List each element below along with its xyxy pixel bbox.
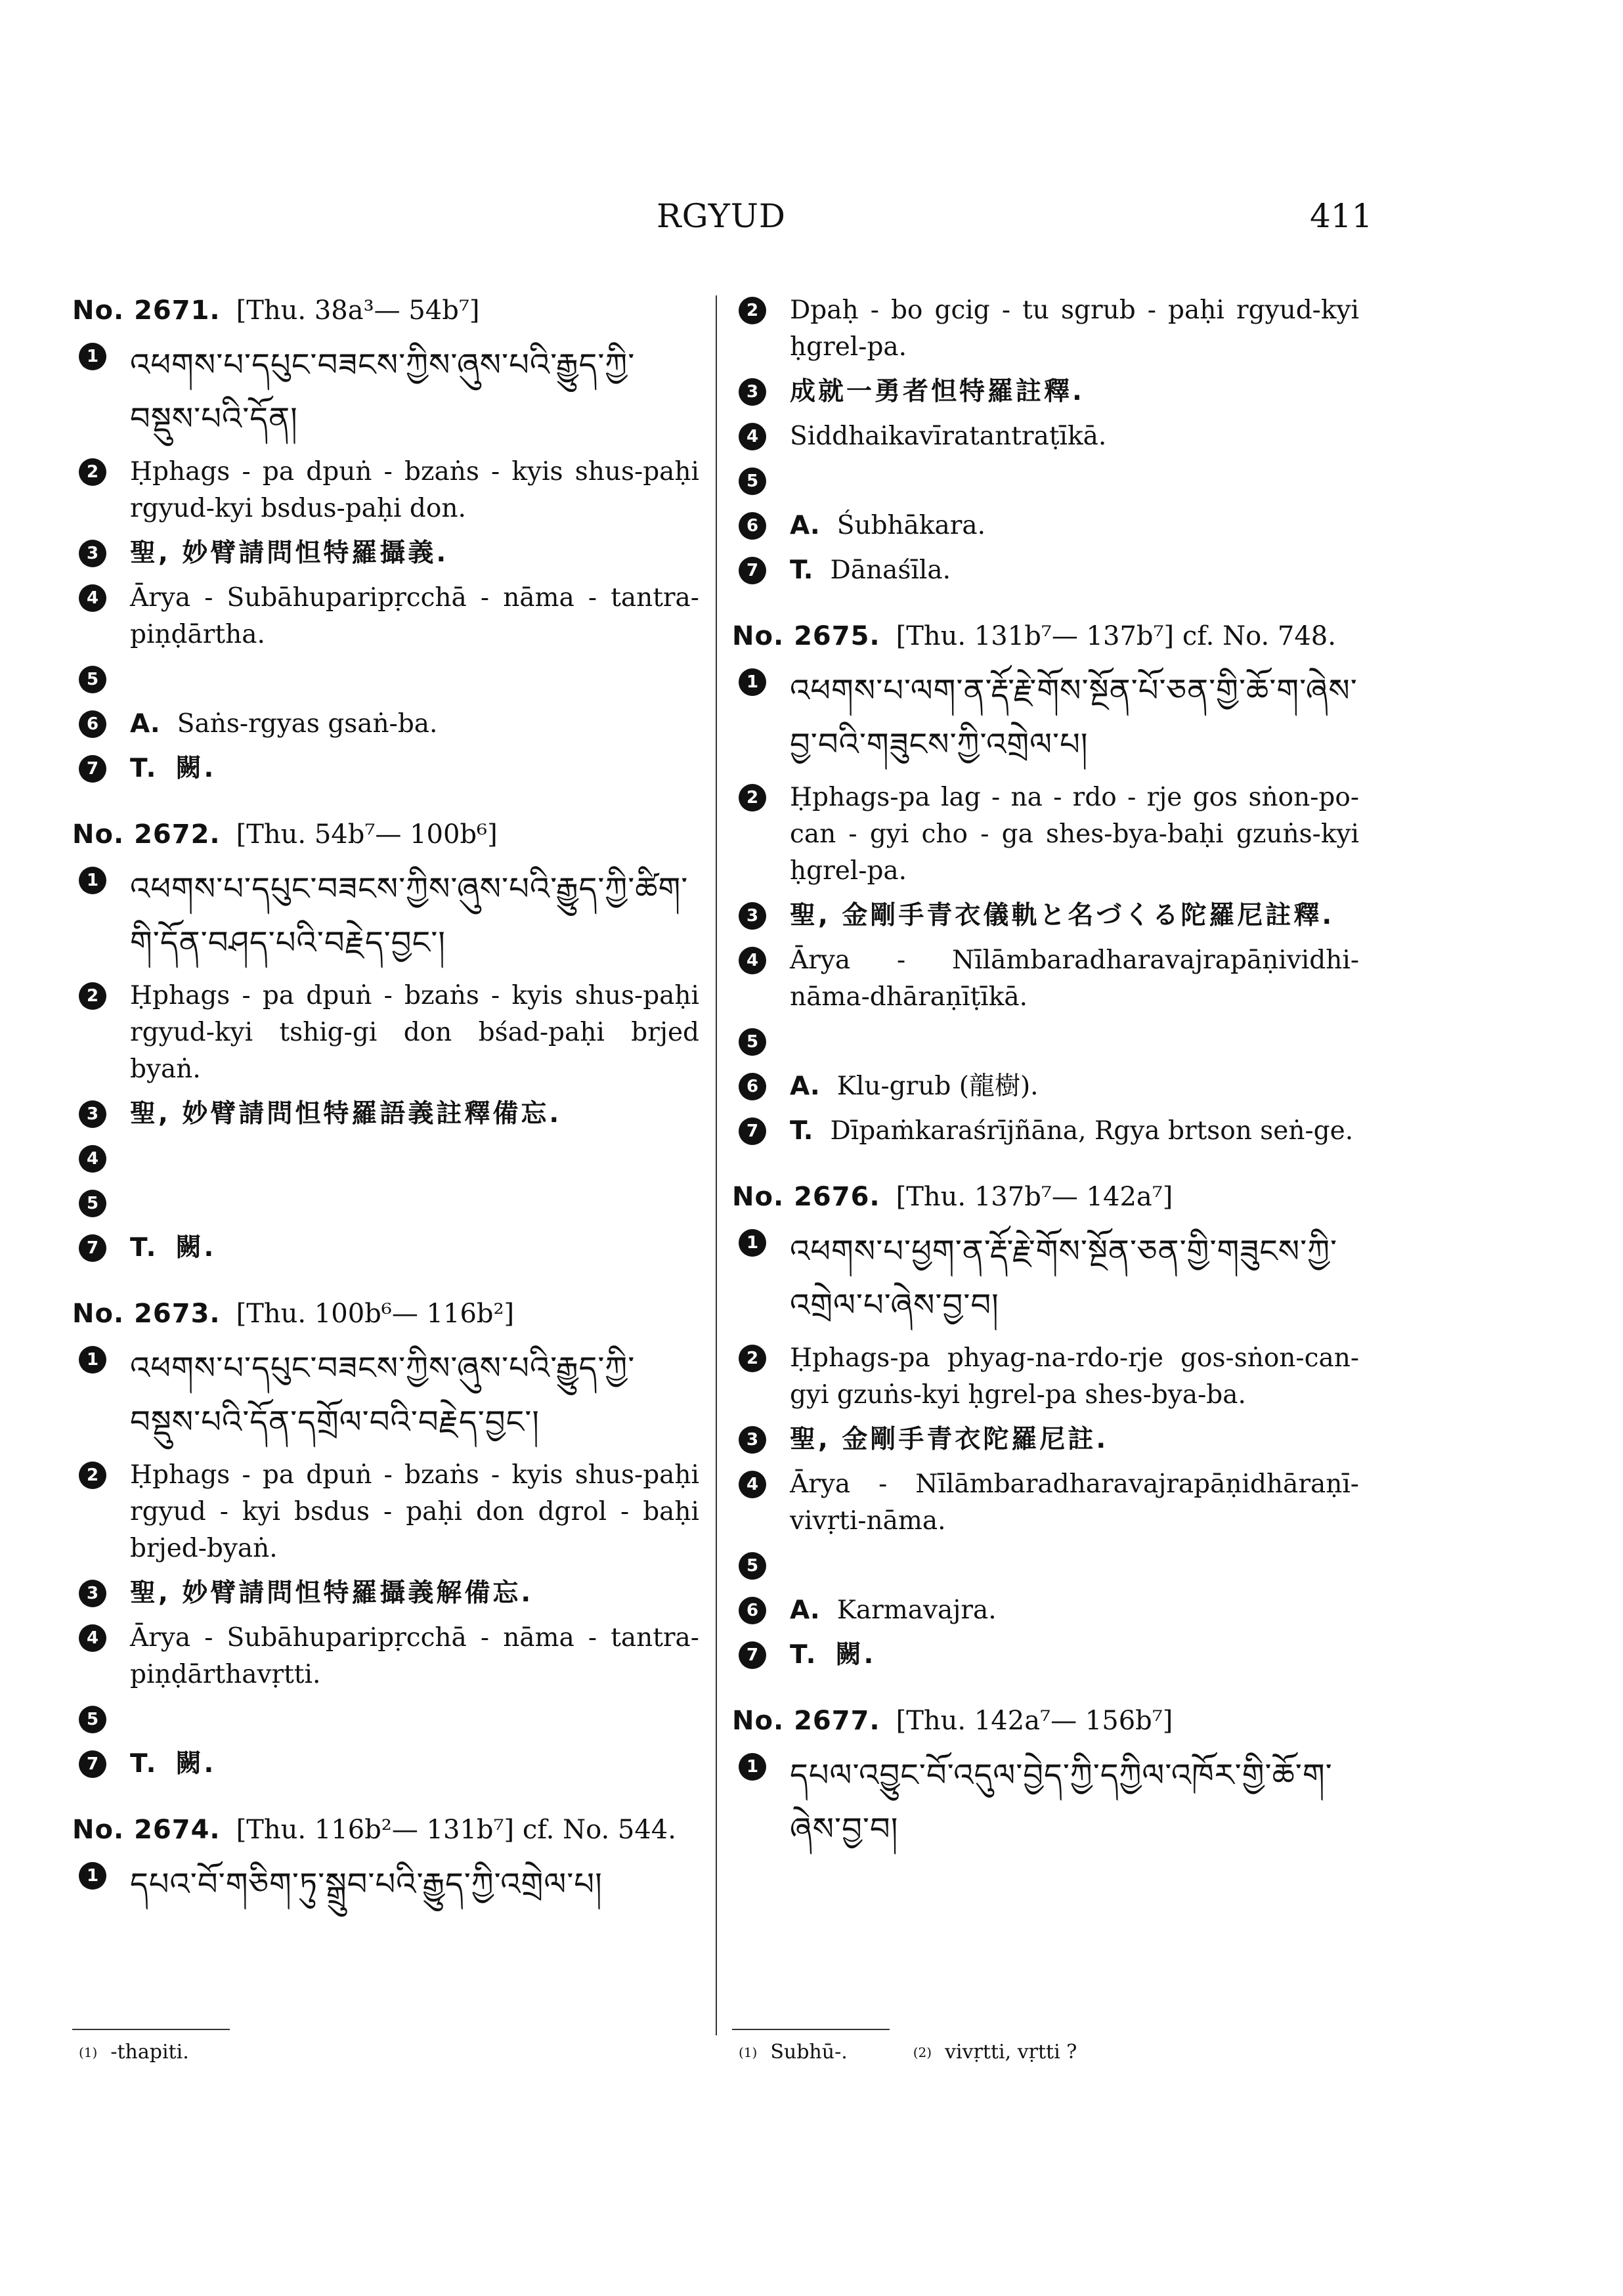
circled-number-icon: 6 [739, 512, 766, 540]
entry-line [72, 1140, 699, 1177]
circled-number-icon: 6 [79, 710, 106, 738]
entry-line-value: འཕགས་པ་དཔུང་བཟངས་ཀྱིས་ཞུས་པའི་རྒྱུད་ཀྱི་བསྡུས་པའི་དོན་དགྲོལ་བའི་བརྗེད་བྱང་། [130, 1350, 636, 1440]
entry-line-value: Siddhaikavīratantraṭīkā. [790, 422, 1107, 451]
entry-line-value: འཕགས་པ་དཔུང་བཟངས་ཀྱིས་ཞུས་པའི་རྒྱུད་ཀྱི་བསྡུས་པའི་དོན། [130, 347, 636, 437]
right-column [732, 292, 1359, 1885]
circled-number-icon: 4 [739, 947, 766, 974]
entry-line [732, 508, 1359, 544]
entry-line-text [790, 1340, 1359, 1414]
running-head [0, 197, 1623, 243]
footnote-text: Subhū-. [770, 2041, 848, 2064]
entry-line-text [790, 779, 1359, 890]
entry-reference: [Thu. 54b⁷— 100b⁶] [236, 819, 498, 850]
circled-number-icon: 7 [79, 1750, 106, 1778]
entry-line-text [790, 1748, 1359, 1856]
entry-line-value: Saṅs-rgyas gsaṅ-ba. [177, 709, 438, 739]
entry-line-text [130, 1857, 699, 1911]
entry-line [72, 1575, 699, 1612]
entry-line [732, 779, 1359, 890]
entry-line-text [790, 418, 1359, 455]
circled-number-icon: 2 [79, 982, 106, 1010]
footnotes-left [72, 2029, 699, 2066]
circled-number-icon: 1 [79, 1862, 106, 1890]
entry-line [72, 1620, 699, 1693]
entry-heading [72, 292, 699, 329]
entry-line-text [130, 661, 699, 698]
entry-line-value: 闕. [175, 754, 217, 783]
entry-line-value: Ārya - Subāhuparipṛcchā - nāma - tantra-piṇḍārthavṛtti. [130, 1623, 699, 1689]
entry-line [732, 292, 1359, 366]
entry-line-text [130, 1457, 699, 1567]
left-column [72, 292, 699, 1940]
entry-line-text [130, 1140, 699, 1177]
circled-number-icon: 7 [739, 1117, 766, 1145]
entry-line-text [790, 463, 1359, 500]
circled-number-icon: 3 [79, 1100, 106, 1128]
entry-line [72, 661, 699, 698]
entry-line [732, 1340, 1359, 1414]
entry-line-text [130, 1746, 699, 1783]
catalog-entry [72, 1811, 699, 1911]
entry-line [72, 1341, 699, 1449]
circled-number-icon: 2 [739, 784, 766, 812]
field-label: A. [790, 1072, 820, 1101]
entry-reference: [Thu. 38a³— 54b⁷] [236, 295, 480, 326]
entry-line [732, 1748, 1359, 1856]
entry-line-text [790, 374, 1359, 410]
entry-line-value: འཕགས་པ་དཔུང་བཟངས་ཀྱིས་ཞུས་པའི་རྒྱུད་ཀྱི་ཚིག་གི་དོན་བཤད་པའི་བརྗེད་བྱང་། [130, 871, 689, 961]
entry-reference: [Thu. 137b⁷— 142a⁷] [896, 1182, 1173, 1212]
entry-line [732, 463, 1359, 500]
catalog-entry [72, 816, 699, 1267]
entry-line [72, 706, 699, 743]
entry-line-value: Ḥphags-pa lag - na - rdo - rje gos sṅon-po-can - gyi cho - ga shes-bya-baḥi gzuṅs-kyi ḥgrel-pa. [790, 783, 1359, 886]
entry-line [72, 862, 699, 970]
footnote-rule [72, 2029, 230, 2030]
catalog-entry [732, 292, 1359, 589]
entry-line-value: 闕. [175, 1233, 217, 1263]
entry-heading [732, 618, 1359, 655]
entry-line-text [130, 1575, 699, 1612]
entry-line-value: Ḥphags - pa dpuṅ - bzaṅs - kyis shus-paḥi rgyud-kyi tshig-gi don bśad-paḥi brjed byaṅ. [130, 981, 699, 1084]
circled-number-icon: 6 [739, 1073, 766, 1100]
circled-number-icon: 1 [739, 1229, 766, 1257]
circled-number-icon: 2 [739, 297, 766, 324]
entry-line-text [130, 1230, 699, 1267]
entry-number: No. 2674. [72, 1815, 221, 1845]
circled-number-icon: 1 [79, 867, 106, 894]
entry-line [732, 418, 1359, 455]
entry-line-text [130, 1701, 699, 1738]
entry-line-text [790, 508, 1359, 544]
entry-line [732, 1224, 1359, 1332]
circled-number-icon: 6 [739, 1597, 766, 1624]
entry-line [732, 374, 1359, 410]
entry-line-text [790, 1068, 1359, 1105]
entry-line-value: 聖, 金剛手青衣儀軌と名づくる陀羅尼註釋. [790, 901, 1335, 930]
entry-line-text [130, 750, 699, 787]
entry-heading [732, 1702, 1359, 1739]
circled-number-icon: 5 [79, 1706, 106, 1733]
field-label: A. [790, 1595, 820, 1625]
circled-number-icon: 2 [79, 1462, 106, 1489]
entry-line [732, 1637, 1359, 1674]
entry-line-text [790, 1024, 1359, 1060]
entry-line-text [130, 580, 699, 653]
entry-line-value: 闕. [175, 1749, 217, 1779]
entry-line-value: 聖, 妙臂請問怛特羅攝義. [130, 538, 449, 568]
entry-number: No. 2676. [732, 1182, 880, 1212]
catalog-entry [732, 1702, 1359, 1856]
entry-reference: [Thu. 142a⁷— 156b⁷] [896, 1706, 1173, 1736]
entry-line-value: Dpaḥ - bo gcig - tu sgrub - paḥi rgyud-kyi ḥgrel-pa. [790, 295, 1359, 362]
entry-line [732, 1024, 1359, 1060]
field-label: T. [130, 1749, 159, 1779]
entry-line-text [790, 1592, 1359, 1629]
entry-line [732, 1548, 1359, 1584]
circled-number-icon: 4 [79, 1624, 106, 1652]
entry-line-value: Ārya - Nīlāmbaradharavajrapāṇidhāraṇī-vivṛti-nāma. [790, 1469, 1359, 1536]
circled-number-icon: 2 [739, 1345, 766, 1372]
entry-number: No. 2673. [72, 1299, 221, 1329]
circled-number-icon: 4 [79, 1145, 106, 1173]
circled-number-icon: 7 [79, 755, 106, 783]
entry-line [732, 1466, 1359, 1540]
entry-line-value: Karmavajra. [836, 1595, 997, 1625]
entry-line-text [130, 1620, 699, 1693]
entry-line [72, 1701, 699, 1738]
footnote-rule [732, 2029, 890, 2030]
circled-number-icon: 5 [79, 1190, 106, 1217]
entry-line-text [790, 1113, 1359, 1150]
circled-number-icon: 1 [739, 1753, 766, 1781]
entry-reference: [Thu. 100b⁶— 116b²] [236, 1299, 515, 1329]
entry-line-value: 聖, 妙臂請問怛特羅語義註釋備忘. [130, 1099, 562, 1129]
circled-number-icon: 7 [739, 557, 766, 584]
entry-line-value: Ārya - Subāhuparipṛcchā - nāma - tantra-piṇḍārtha. [130, 583, 699, 649]
entry-heading [72, 816, 699, 853]
entry-number: No. 2671. [72, 295, 221, 326]
entry-line-value: Śubhākara. [836, 511, 986, 540]
circled-number-icon: 7 [79, 1234, 106, 1262]
entry-line-text [130, 535, 699, 572]
entry-line-text [790, 1421, 1359, 1458]
field-label: T. [130, 1233, 159, 1263]
circled-number-icon: 3 [79, 540, 106, 567]
entry-line-text [790, 942, 1359, 1016]
entry-line [732, 942, 1359, 1016]
circled-number-icon: 1 [739, 668, 766, 696]
entry-line-text [130, 978, 699, 1088]
entry-line-text [790, 1637, 1359, 1674]
footnote-row [72, 2039, 699, 2066]
entry-line-value: འཕགས་པ་ཕྱག་ན་རྡོ་རྗེ་གོས་སྔོན་ཅན་གྱི་གཟུངས་ཀྱི་འགྲེལ་པ་ཞེས་བྱ་བ། [790, 1233, 1338, 1324]
entry-line-value: 闕. [835, 1640, 876, 1670]
entry-heading [732, 1179, 1359, 1215]
entry-line [72, 338, 699, 446]
entry-line-text [130, 338, 699, 446]
circled-number-icon: 1 [79, 1346, 106, 1374]
circled-number-icon: 5 [739, 1028, 766, 1056]
entry-line-value: དཔའ་བོ་གཅིག་ཏུ་སྒྲུབ་པའི་རྒྱུད་ཀྱི་འགྲེལ་པ། [130, 1866, 603, 1903]
entry-line [732, 1068, 1359, 1105]
entry-line [72, 1746, 699, 1783]
entry-line [72, 1096, 699, 1133]
column-divider [716, 295, 717, 2035]
footnotes-right [732, 2029, 1359, 2066]
entry-line-value: 成就一勇者怛特羅註釋. [790, 377, 1085, 406]
entry-line-text [790, 552, 1359, 589]
entry-line [732, 1113, 1359, 1150]
circled-number-icon: 3 [79, 1580, 106, 1607]
catalog-entry [732, 1179, 1359, 1674]
entry-line-text [790, 1466, 1359, 1540]
footnote-mark: (2) [913, 2045, 932, 2060]
entry-line [732, 1592, 1359, 1629]
entry-line [72, 535, 699, 572]
entry-reference: [Thu. 116b²— 131b⁷] cf. No. 544. [236, 1815, 676, 1845]
page-title: RGYUD [657, 197, 786, 235]
circled-number-icon: 3 [739, 1426, 766, 1454]
entry-line-value: Ḥphags - pa dpuṅ - bzaṅs - kyis shus-paḥi rgyud - kyi bsdus - paḥi don dgrol - baḥi brjed-byaṅ. [130, 1460, 699, 1563]
circled-number-icon: 2 [79, 458, 106, 486]
entry-line [732, 664, 1359, 771]
footnote-mark: (1) [739, 2045, 758, 2060]
entry-line-value: 聖, 金剛手青衣陀羅尼註. [790, 1425, 1109, 1454]
entry-line-text [130, 862, 699, 970]
entry-line-value: འཕགས་པ་ལག་ན་རྡོ་རྗེ་གོས་སྔོན་པོ་ཅན་གྱི་ཆོ་ག་ཞེས་བྱ་བའི་གཟུངས་ཀྱི་འགྲེལ་པ། [790, 672, 1358, 763]
entry-line-text [790, 898, 1359, 934]
catalog-entry [72, 1295, 699, 1783]
circled-number-icon: 5 [739, 467, 766, 495]
footnote-row [732, 2039, 1359, 2066]
page-number: 411 [1310, 197, 1373, 235]
entry-line-value: དཔལ་འབྱུང་བོ་འདུལ་བྱེད་ཀྱི་དཀྱིལ་འཁོར་གྱི་ཆོ་ག་ཞེས་བྱ་བ། [790, 1757, 1333, 1848]
catalog-entry [732, 618, 1359, 1150]
entry-line-value: 聖, 妙臂請問怛特羅攝義解備忘. [130, 1578, 534, 1608]
field-label: A. [790, 511, 820, 540]
entry-line-value: Ḥphags-pa phyag-na-rdo-rje gos-sṅon-can-gyi gzuṅs-kyi ḥgrel-pa shes-bya-ba. [790, 1343, 1359, 1410]
circled-number-icon: 4 [79, 584, 106, 612]
entry-line-text [790, 1548, 1359, 1584]
catalog-entry [72, 292, 699, 787]
entry-line [732, 552, 1359, 589]
entry-line [732, 898, 1359, 934]
circled-number-icon: 5 [79, 666, 106, 693]
circled-number-icon: 1 [79, 343, 106, 370]
entry-line-text [130, 1341, 699, 1449]
entry-line-text [130, 454, 699, 527]
field-label: T. [790, 555, 813, 585]
entry-line-text [790, 664, 1359, 771]
entry-line-text [790, 292, 1359, 366]
entry-line [72, 1457, 699, 1567]
entry-line-value: Ārya - Nīlāmbaradharavajrapāṇividhi-nāma-dhāraṇīṭīkā. [790, 945, 1359, 1012]
entry-line [72, 978, 699, 1088]
circled-number-icon: 3 [739, 902, 766, 930]
field-label: T. [130, 754, 159, 783]
entry-line [732, 1421, 1359, 1458]
footnote-mark: (1) [79, 2045, 98, 2060]
entry-line-value: Dīpaṁkaraśrījñāna, Rgya brtson seṅ-ge. [830, 1116, 1354, 1146]
circled-number-icon: 5 [739, 1552, 766, 1580]
entry-reference: [Thu. 131b⁷— 137b⁷] cf. No. 748. [896, 621, 1336, 651]
entry-line-text [790, 1224, 1359, 1332]
field-label: T. [790, 1116, 813, 1146]
circled-number-icon: 4 [739, 423, 766, 450]
footnote-text: -thapiti. [110, 2041, 189, 2064]
entry-heading [72, 1295, 699, 1332]
entry-heading [72, 1811, 699, 1848]
entry-line-text [130, 1096, 699, 1133]
entry-line [72, 1857, 699, 1911]
entry-line-text [130, 706, 699, 743]
field-label: A. [130, 709, 160, 739]
circled-number-icon: 7 [739, 1641, 766, 1669]
entry-number: No. 2675. [732, 621, 880, 651]
entry-line [72, 1230, 699, 1267]
field-label: T. [790, 1640, 819, 1670]
entry-line [72, 750, 699, 787]
entry-line [72, 580, 699, 653]
entry-line [72, 454, 699, 527]
entry-line-value: Klu-grub (龍樹). [836, 1072, 1039, 1101]
circled-number-icon: 4 [739, 1471, 766, 1498]
entry-line [72, 1185, 699, 1222]
circled-number-icon: 3 [739, 378, 766, 406]
entry-line-text [130, 1185, 699, 1222]
entry-number: No. 2672. [72, 819, 221, 850]
entry-line-value: Ḥphags - pa dpuṅ - bzaṅs - kyis shus-paḥi rgyud-kyi bsdus-paḥi don. [130, 457, 699, 523]
entry-number: No. 2677. [732, 1706, 880, 1736]
entry-line-value: Dānaśīla. [830, 555, 951, 585]
footnote-text: vivṛtti, vṛtti ? [945, 2041, 1077, 2064]
